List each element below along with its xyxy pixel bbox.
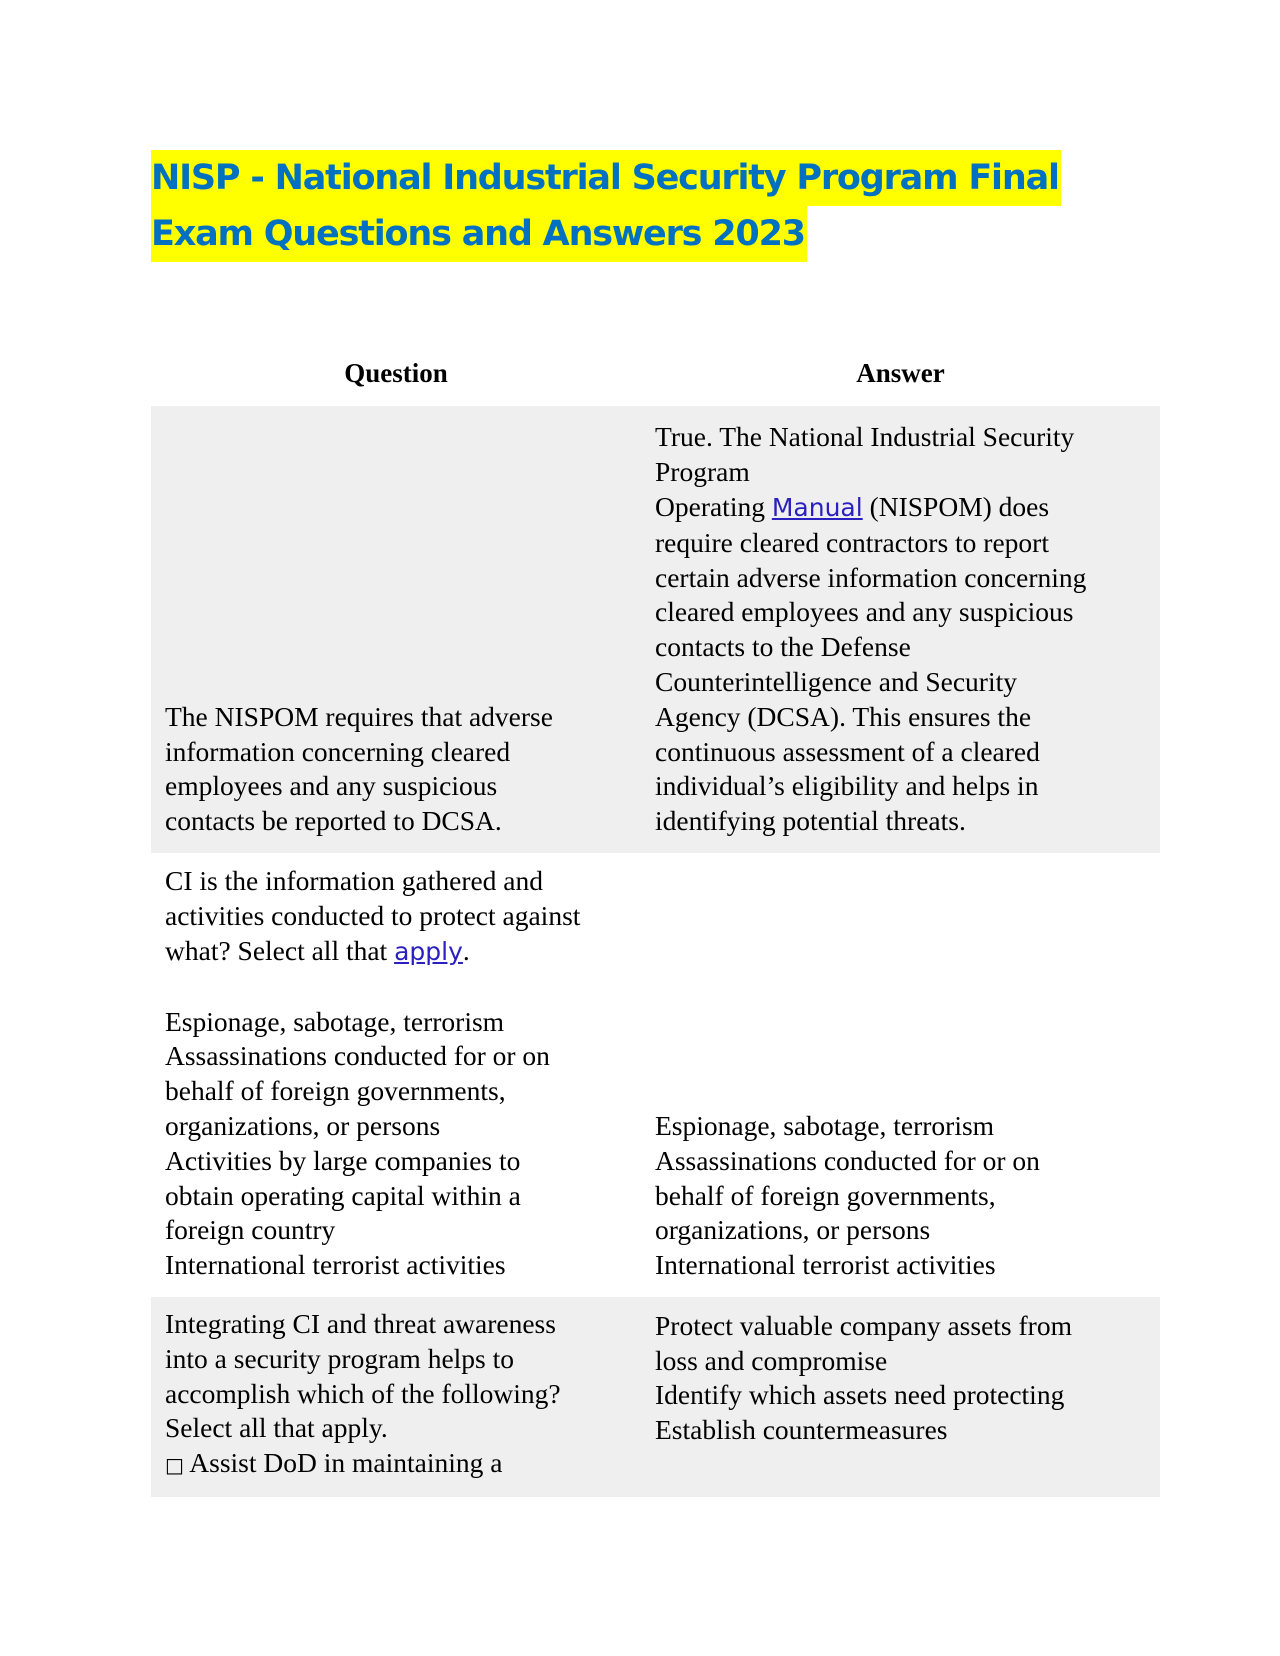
answer-line: cleared employees and any suspicious [655, 596, 1074, 628]
table-row [151, 406, 1160, 853]
question-cell [151, 406, 641, 853]
answer-cell [641, 1297, 1160, 1497]
answer-line: Protect valuable company assets from [655, 1309, 1072, 1341]
question-line: CI is the information gathered and [165, 865, 544, 897]
answer-line: organizations, or persons [655, 1214, 931, 1246]
answer-line: behalf of foreign governments, [655, 1179, 996, 1211]
answer-text: (NISPOM) does [862, 491, 1050, 523]
question-line: contacts be reported to DCSA. [165, 805, 502, 837]
answer-line: Establish countermeasures [655, 1414, 948, 1446]
table-header [151, 340, 1160, 406]
answer-line [655, 490, 1154, 526]
question-line: accomplish which of the following? [165, 1377, 561, 1409]
answer-line: Assassinations conducted for or on [655, 1144, 1040, 1176]
answer-line: Program [655, 456, 750, 488]
question-line: into a security program helps to [165, 1342, 515, 1374]
answer-line: True. The National Industrial Security [655, 421, 1075, 453]
answer-cell [641, 853, 1160, 1297]
option-line: Espionage, sabotage, terrorism [165, 1005, 505, 1037]
answer-line: Agency (DCSA). This ensures the [655, 700, 1032, 732]
option-line: obtain operating capital within a [165, 1179, 521, 1211]
question-line: employees and any suspicious [165, 770, 498, 802]
header-answer: Answer [856, 357, 945, 388]
title-line-2: Exam Questions and Answers 2023 [151, 206, 807, 262]
answer-line: certain adverse information concerning [655, 561, 1087, 593]
table-row [151, 1297, 1160, 1497]
answer-line: identifying potential threats. [655, 805, 966, 837]
checkbox-option-line [165, 1446, 635, 1483]
document-title [151, 150, 1151, 262]
answer-line: International terrorist activities [655, 1249, 996, 1281]
qa-table [151, 340, 1160, 1497]
header-question: Question [344, 357, 448, 388]
option-line: organizations, or persons [165, 1110, 441, 1142]
question-text: what? Select all that [165, 935, 395, 967]
option-line: International terrorist activities [165, 1249, 506, 1281]
option-line: foreign country [165, 1214, 336, 1246]
question-line: information concerning cleared [165, 735, 511, 767]
answer-line: Espionage, sabotage, terrorism [655, 1110, 995, 1142]
manual-link[interactable]: Manual [771, 493, 863, 523]
answer-line: require cleared contractors to report [655, 526, 1049, 558]
option-line: behalf of foreign governments, [165, 1075, 506, 1107]
answer-line: continuous assessment of a cleared [655, 735, 1040, 767]
apply-link[interactable]: apply [394, 937, 463, 967]
checkbox-icon: □ [165, 1453, 184, 1478]
question-line: Select all that apply. [165, 1412, 388, 1444]
question-line: The NISPOM requires that adverse [165, 700, 553, 732]
question-line: Integrating CI and threat awareness [165, 1308, 556, 1340]
title-line-1: NISP - National Industrial Security Program Final [151, 150, 1061, 206]
answer-line: Identify which assets need protecting [655, 1379, 1065, 1411]
question-line: activities conducted to protect against [165, 900, 581, 932]
answer-line: contacts to the Defense [655, 631, 911, 663]
answer-line: loss and compromise [655, 1344, 888, 1376]
blank-line [165, 970, 635, 1005]
answer-cell [641, 406, 1160, 853]
checkbox-option-text: Assist DoD in maintaining a [183, 1447, 503, 1479]
option-line: Activities by large companies to [165, 1144, 521, 1176]
question-cell [151, 1297, 641, 1497]
answer-line: individual’s eligibility and helps in [655, 770, 1039, 802]
answer-line: Counterintelligence and Security [655, 666, 1017, 698]
question-text: . [462, 935, 470, 967]
question-cell [151, 853, 641, 1297]
answer-text: Operating [655, 491, 772, 523]
question-line [165, 934, 635, 970]
table-row [151, 853, 1160, 1297]
option-line: Assassinations conducted for or on [165, 1040, 550, 1072]
